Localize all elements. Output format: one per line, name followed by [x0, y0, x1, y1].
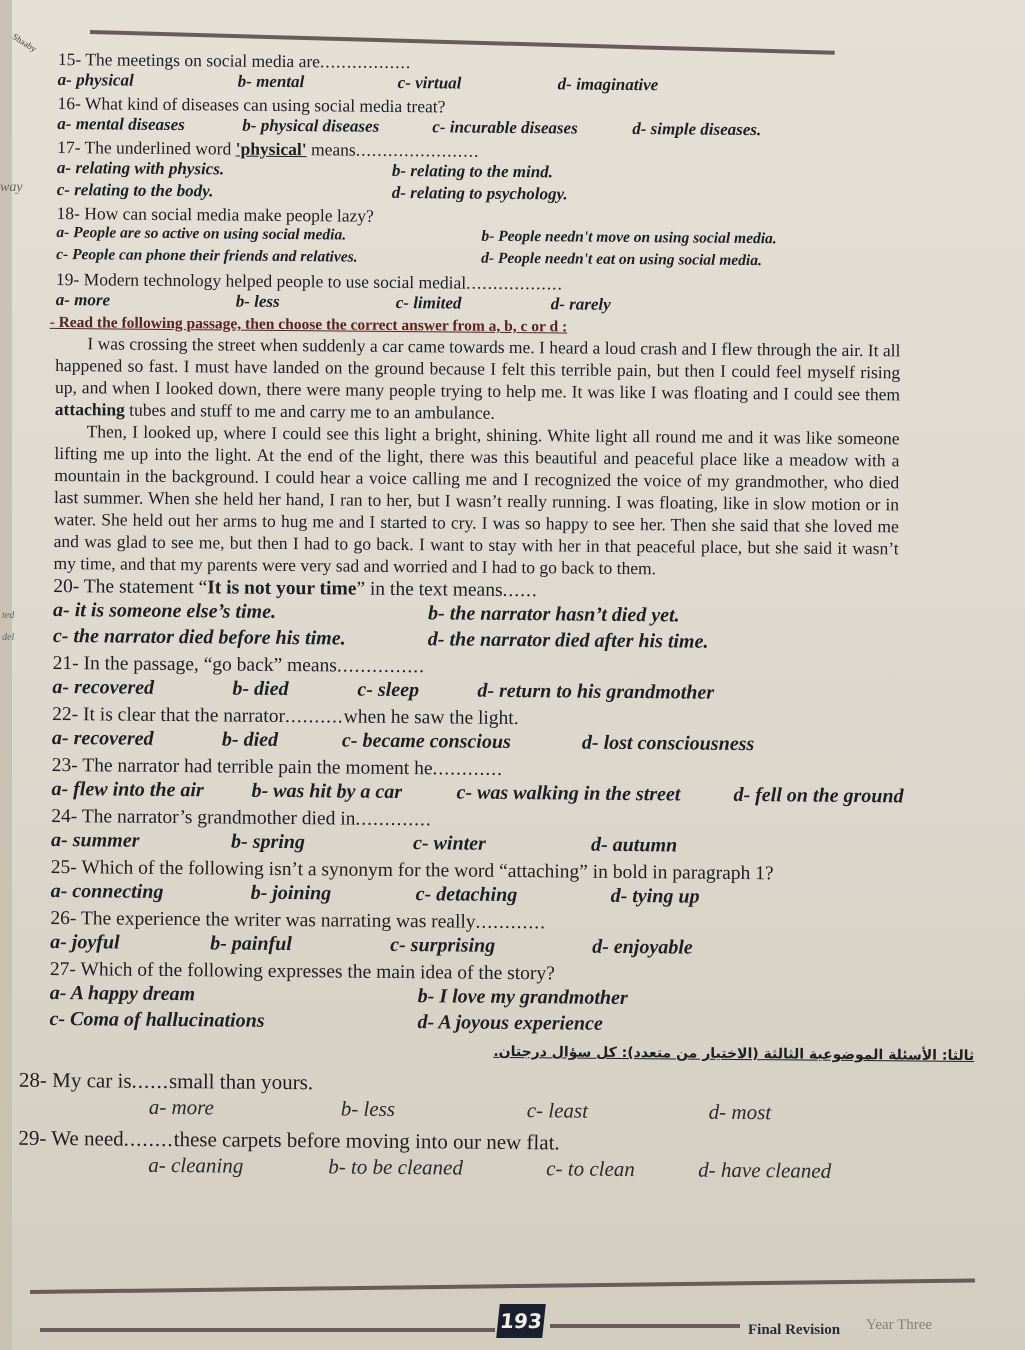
footer-title: Final Revision	[748, 1322, 841, 1338]
arabic-section-heading: ثالثا: الأسئلة الموضوعية الثالثة (الاختيار من متعدد): كل سؤال درجتان.	[493, 1043, 975, 1065]
option-23-d[interactable]: d- fell on the ground	[733, 783, 904, 808]
option-26-b[interactable]: b- painful	[210, 932, 292, 956]
margin-note-2: ted	[2, 610, 15, 621]
question-28: 28- My car is......small than yours.	[18, 1067, 314, 1095]
question-26: 26- The experience the writer was narrating was really............	[50, 907, 547, 934]
underlined-word: 'physical'	[235, 138, 307, 160]
option-29-a[interactable]: a- cleaning	[148, 1152, 244, 1178]
option-23-c[interactable]: c- was walking in the street	[456, 781, 681, 806]
footer-year: Year Three	[866, 1317, 933, 1333]
question-19: 19- Modern technology helped people to use social medial..................	[55, 268, 563, 294]
option-26-d[interactable]: d- enjoyable	[592, 935, 693, 959]
question-15: 15- The meetings on social media are.................	[57, 48, 412, 73]
option-22-d[interactable]: d- lost consciousness	[581, 731, 755, 756]
option-21-b[interactable]: b- died	[232, 677, 289, 701]
option-15-d[interactable]: d- imaginative	[557, 74, 659, 95]
option-17-b[interactable]: b- relating to the mind.	[391, 160, 554, 182]
option-23-b[interactable]: b- was hit by a car	[251, 779, 403, 804]
question-24: 24- The narrator’s grandmother died in.............	[51, 805, 432, 831]
option-16-a[interactable]: a- mental diseases	[57, 113, 185, 135]
question-17: 17- The underlined word 'physical' means.......................	[57, 136, 480, 161]
option-17-d[interactable]: d- relating to psychology.	[391, 182, 568, 204]
option-26-a[interactable]: a- joyful	[50, 930, 120, 954]
option-27-d[interactable]: d- A joyous experience	[417, 1011, 603, 1035]
option-27-b[interactable]: b- I love my grandmother	[417, 985, 628, 1010]
option-16-c[interactable]: c- incurable diseases	[432, 117, 578, 138]
option-18-a[interactable]: a- People are so active on using social media.	[56, 223, 347, 244]
option-16-b[interactable]: b- physical diseases	[242, 115, 380, 136]
option-15-b[interactable]: b- mental	[237, 71, 305, 92]
option-19-d[interactable]: d- rarely	[550, 294, 611, 314]
option-23-a[interactable]: a- flew into the air	[51, 777, 204, 802]
margin-note-3: del	[2, 632, 15, 643]
option-21-d[interactable]: d- return to his grandmother	[477, 679, 715, 704]
passage-paragraph-1: I was crossing the street when suddenly a car came towards me. I heard a loud crash and I flew through the air. It all happened so fast. I must have landed on the ground because I felt this terrible pain, but then I could feel myself rising up, and when I looked down, there were many people trying to help me. It was like I was floating and I could see them attaching tubes and stuff to me and carry me to an ambulance.	[54, 333, 901, 423]
option-25-b[interactable]: b- joining	[250, 881, 332, 905]
question-21: 21- In the passage, “go back” means...............	[52, 652, 426, 678]
margin-note-1: way	[0, 180, 23, 195]
option-29-b[interactable]: b- to be cleaned	[328, 1154, 464, 1180]
option-24-b[interactable]: b- spring	[230, 830, 306, 854]
question-25: 25- Which of the following isn’t a synonym for the word “attaching” in bold in paragraph 1?	[50, 856, 774, 885]
option-27-c[interactable]: c- Coma of hallucinations	[49, 1007, 265, 1032]
question-29: 29- We need........these carpets before moving into our new flat.	[18, 1125, 560, 1155]
question-27: 27- Which of the following expresses the main idea of the story?	[49, 958, 555, 985]
option-18-b[interactable]: b- People needn't move on using social media.	[481, 227, 777, 248]
footer-rule-right	[550, 1324, 740, 1328]
option-20-d[interactable]: d- the narrator died after his time.	[427, 628, 709, 653]
option-25-c[interactable]: c- detaching	[415, 883, 518, 907]
page-number: 193	[496, 1304, 546, 1338]
option-21-c[interactable]: c- sleep	[357, 678, 420, 702]
option-22-a[interactable]: a- recovered	[51, 726, 154, 750]
option-19-a[interactable]: a- more	[55, 289, 111, 310]
question-16: 16- What kind of diseases can using social media treat?	[57, 92, 446, 117]
question-23: 23- The narrator had terrible pain the moment he............	[51, 754, 504, 780]
option-17-a[interactable]: a- relating with physics.	[56, 157, 225, 179]
question-22: 22- It is clear that the narrator..........when he saw the light.	[52, 703, 519, 730]
reading-passage	[53, 332, 900, 581]
option-25-d[interactable]: d- tying up	[610, 884, 700, 908]
corner-logo: Shaaby	[10, 31, 39, 54]
option-24-c[interactable]: c- winter	[412, 832, 486, 855]
option-28-b[interactable]: b- less	[340, 1096, 396, 1121]
bottom-rule	[30, 1278, 975, 1294]
option-29-d[interactable]: d- have cleaned	[698, 1157, 832, 1183]
question-20: 20- The statement “It is not your time” in the text means......	[53, 575, 538, 602]
book-spine-shadow	[0, 0, 15, 1350]
option-16-d[interactable]: d- simple diseases.	[632, 119, 762, 140]
option-24-d[interactable]: d- autumn	[590, 833, 678, 857]
passage-paragraph-2: Then, I looked up, where I could see this light a bright, shining. White light all round me and it was like someone lifting me up into the light. At the end of the light, there was this beautiful and peaceful place like a meadow with a mountain in the background. I could hear a voice calling me and I recognized the voice of my grandmother, who died last summer. When she held her hand, I ran to her, but I wasn’t really running. I was floating, like in slow motion or in water. She held out her arms to hug me and I started to cry. I was so happy to see her. Then she said that she loved me and was glad to see me, but then I had to go back. I want to stay with her in that peaceful place, but she said it wasn’t my time, and that my parents were very sad and worried and I had to go back to them.	[53, 421, 900, 579]
question-18: 18- How can social media make people lazy?	[56, 202, 374, 226]
option-28-a[interactable]: a- more	[148, 1094, 214, 1120]
option-25-a[interactable]: a- connecting	[50, 879, 164, 903]
option-24-a[interactable]: a- summer	[50, 828, 140, 852]
passage-instruction: - Read the following passage, then choose the correct answer from a, b, c or d :	[49, 313, 568, 336]
option-20-b[interactable]: b- the narrator hasn’t died yet.	[427, 602, 680, 627]
footer-rule-left	[40, 1328, 495, 1332]
option-28-c[interactable]: c- least	[526, 1098, 589, 1123]
option-26-c[interactable]: c- surprising	[390, 933, 496, 957]
bold-word-attaching: attaching	[54, 398, 125, 420]
option-20-a[interactable]: a- it is someone else’s time.	[52, 598, 277, 623]
option-22-b[interactable]: b- died	[221, 728, 279, 751]
option-28-d[interactable]: d- most	[708, 1099, 772, 1125]
option-22-c[interactable]: c- became conscious	[341, 729, 511, 753]
option-15-c[interactable]: c- virtual	[397, 72, 462, 93]
option-18-d[interactable]: d- People needn't eat on using social media.	[481, 249, 762, 270]
option-18-c[interactable]: c- People can phone their friends and relatives.	[56, 245, 358, 266]
option-17-c[interactable]: c- relating to the body.	[56, 179, 214, 201]
option-21-a[interactable]: a- recovered	[52, 675, 155, 699]
option-29-c[interactable]: c- to clean	[546, 1156, 635, 1182]
option-15-a[interactable]: a- physical	[57, 69, 134, 90]
worksheet-content	[18, 48, 975, 1190]
option-19-c[interactable]: c- limited	[395, 292, 462, 313]
option-27-a[interactable]: a- A happy dream	[49, 981, 196, 1006]
option-19-b[interactable]: b- less	[235, 291, 280, 311]
option-20-c[interactable]: c- the narrator died before his time.	[52, 624, 346, 650]
